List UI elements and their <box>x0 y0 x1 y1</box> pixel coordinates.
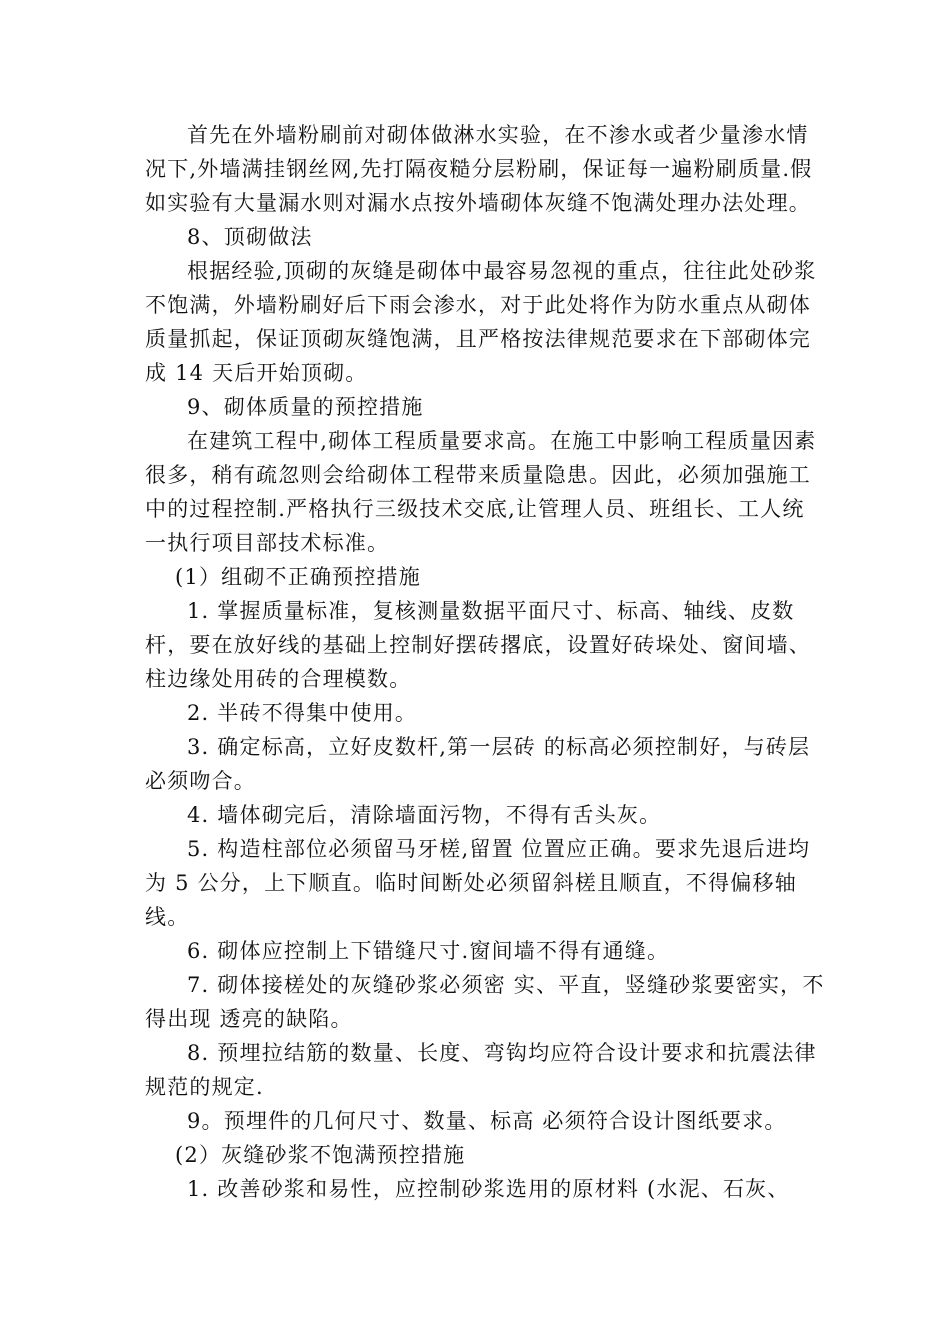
list-item: 1. 改善砂浆和易性，应控制砂浆选用的原材料 (水泥、石灰、 <box>187 1177 790 1201</box>
document-body <box>145 118 825 1206</box>
list-item: 9。预埋件的几何尺寸、数量、标高 必须符合设计图纸要求。 <box>187 1109 787 1133</box>
subsection-heading: (2）灰缝砂浆不饱满预控措施 <box>175 1143 466 1167</box>
body-paragraph: 根据经验,顶砌的灰缝是砌体中最容易忽视的重点，往往此处砂浆不饱满，外墙粉刷好后下雨会渗水，对于此处将作为防水重点从砌体质量抓起，保证顶砌灰缝饱满，且严格按法律规范要求在下部砌体完成 14 天后开始顶砌。 <box>145 259 817 385</box>
subsection-heading: (1）组砌不正确预控措施 <box>175 565 421 589</box>
section-heading: 8、顶砌做法 <box>187 225 313 249</box>
list-item: 2. 半砖不得集中使用。 <box>187 701 418 725</box>
list-item: 5. 构造柱部位必须留马牙槎,留置 位置应正确。要求先退后进均为 5 公分，上下顺直。临时间断处必须留斜槎且顺直，不得偏移轴线。 <box>145 837 811 929</box>
body-paragraph: 在建筑工程中,砌体工程质量要求高。在施工中影响工程质量因素很多，稍有疏忽则会给砌体工程带来质量隐患。因此，必须加强施工中的过程控制.严格执行三级技术交底,让管理人员、班组长、工人统一执行项目部技术标准。 <box>145 429 817 555</box>
list-item: 7. 砌体接槎处的灰缝砂浆必须密 实、平直，竖缝砂浆要密实，不得出现 透亮的缺陷。 <box>145 973 825 1031</box>
section-heading: 9、砌体质量的预控措施 <box>187 395 424 419</box>
list-item: 8. 预埋拉结筋的数量、长度、弯钩均应符合设计要求和抗震法律规范的规定. <box>145 1041 817 1099</box>
list-item: 6. 砌体应控制上下错缝尺寸.窗间墙不得有通缝。 <box>187 939 670 963</box>
list-item: 3. 确定标高，立好皮数杆,第一层砖 的标高必须控制好，与砖层必须吻合。 <box>145 735 811 793</box>
list-item: 1. 掌握质量标准，复核测量数据平面尺寸、标高、轴线、皮数杆，要在放好线的基础上控制好摆砖撂底，设置好砖垛处、窗间墙、柱边缘处用砖的合理模数。 <box>145 599 811 691</box>
body-paragraph: 首先在外墙粉刷前对砌体做淋水实验，在不渗水或者少量渗水情况下,外墙满挂钢丝网,先打隔夜糙分层粉刷，保证每一遍粉刷质量.假如实验有大量漏水则对漏水点按外墙砌体灰缝不饱满处理办法处理。 <box>145 123 813 215</box>
list-item: 4. 墙体砌完后，清除墙面污物，不得有舌头灰。 <box>187 803 662 827</box>
